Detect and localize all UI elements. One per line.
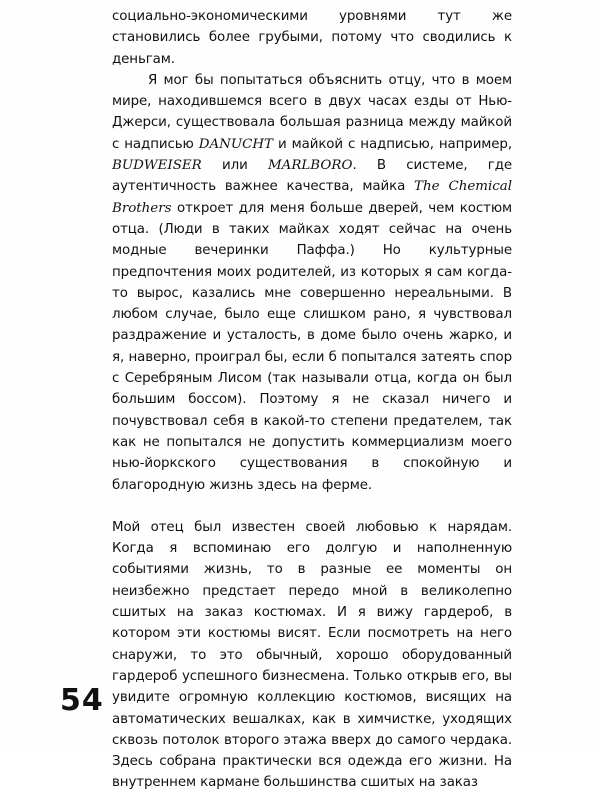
page-number: 54 xyxy=(60,683,104,718)
body-text xyxy=(112,6,512,794)
paragraph-2-part-1: Я мог бы попытаться объяснить отцу, что в моем мире, находившемся всего в двух часах езды от Нью-Джерси, существовала большая разница между майкой с надписью xyxy=(112,72,512,152)
brand-marlboro: MARLBORO xyxy=(267,158,353,174)
brand-chemical-brothers: The Chemical Brothers xyxy=(112,179,513,216)
paragraph-2-part-3: или xyxy=(201,158,268,174)
paragraph-3: Мой отец был известен своей любовью к нарядам. Когда я вспоминаю его долгую и наполненную событиями жизнь, то в разные ее моменты он неизбежно предстает передо мной в великолепно сшитых на заказ костюмах. И я вижу гардероб, в котором эти костюмы висят. Если посмотреть на него снаружи, то это обычный, хорошо оборудованный гардероб успешного бизнесмена. Только открыв его, вы увидите огромную коллекцию костюмов, висящих на автоматических вешалках, как в химчистке, уходящих сквозь потолок второго этажа вверх до самого чердака. Здесь собрана практически вся одежда его жизни. На внутреннем кармане большинства сшитых на заказ xyxy=(112,519,512,791)
brand-danucht: DANUCHT xyxy=(198,136,273,152)
paragraph-2-part-5: откроет для меня больше дверей, чем костюм отца. (Люди в таких майках ходят сейчас на очень модные вечеринки Паффа.) Но культурные предпочтения моих родителей, из которых я сам когда-то вырос, казались мне совершенно нереальными. В любом случае, было еще слишком рано, я чувствовал раздражение и усталость, в доме было очень жарко, и я, наверно, проиграл бы, если б попытался затеять спор с Серебряным Лисом (так называли отца, когда он был большим боссом). Поэтому я не сказал ничего и почувствовал себя в какой-то степени предателем, так как не попытался не допустить коммерциализм моего нью-йоркского существования в спокойную и благородную жизнь здесь на ферме. xyxy=(112,200,512,493)
paragraph-2 xyxy=(112,70,512,496)
brand-budweiser: BUDWEISER xyxy=(112,158,202,174)
paragraph-2-part-4: . В системе, где аутентичность важнее качества, майка xyxy=(112,158,512,195)
paragraph-2-part-2: и майкой с надписью, например, xyxy=(272,136,512,152)
paragraph-1: социально-экономическими уровнями тут же становились более грубыми, потому что сводились к деньгам. xyxy=(112,9,512,67)
